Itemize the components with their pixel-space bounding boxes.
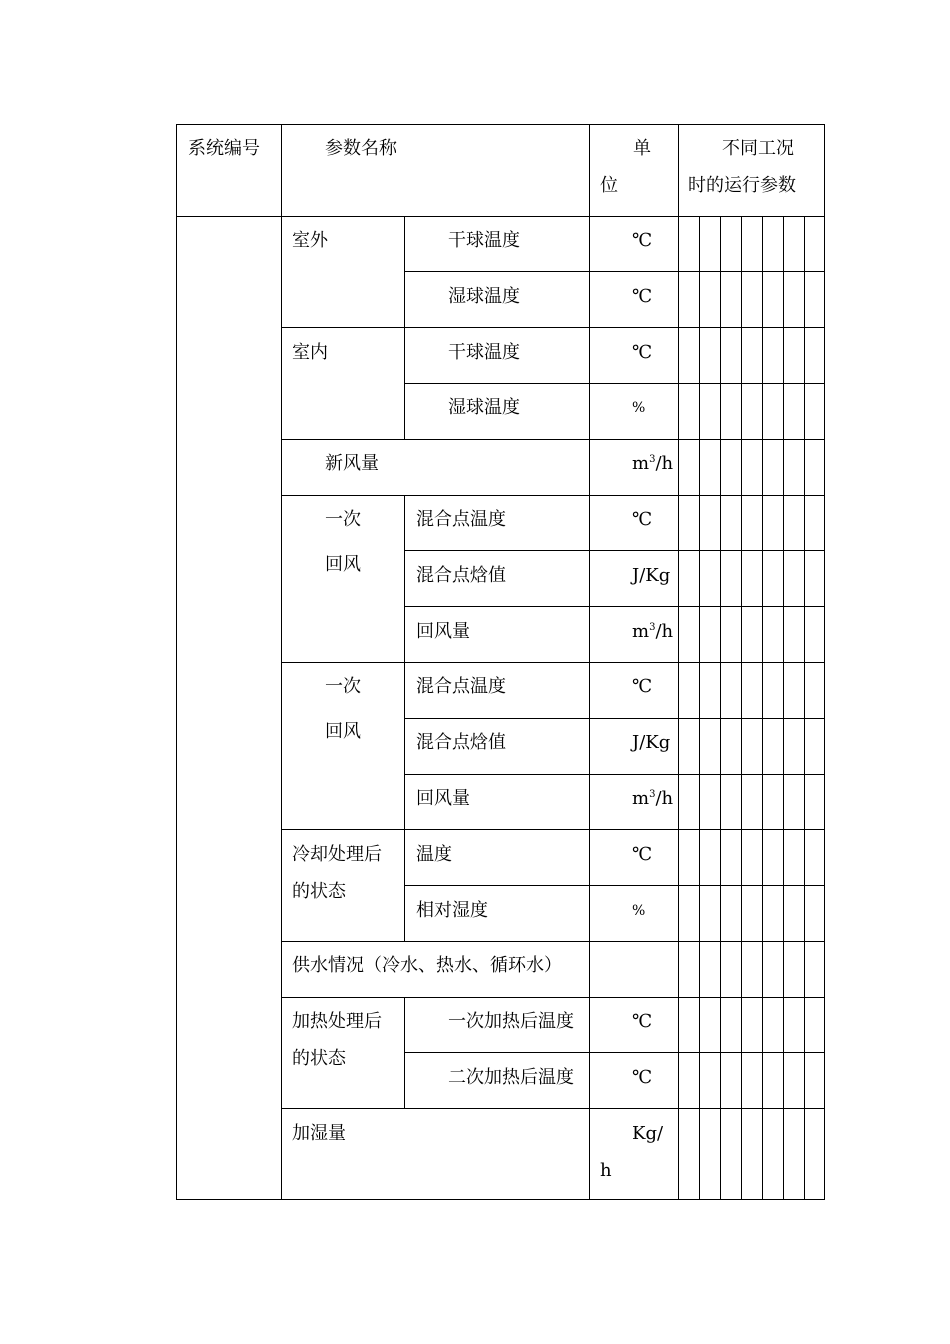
unit-cooling-rh: % [632,903,646,919]
group-indoor: 室内 [292,342,328,363]
row-sep [404,718,825,719]
unit-mix-temp-2: ℃ [632,676,653,697]
row-sep [404,606,825,607]
row-sep [281,662,825,663]
row-sep [281,495,825,496]
param-mix-temp-1: 混合点温度 [416,509,506,530]
param-outdoor-wet-bulb: 湿球温度 [448,286,520,307]
param-mix-enthalpy-2: 混合点焓值 [416,732,506,753]
unit-outdoor-dry-bulb: ℃ [632,230,653,251]
table-border-top [176,124,825,125]
row-sep [281,327,825,328]
row-sep [404,383,825,384]
row-sep [404,1052,825,1053]
header-unit-line2: 位 [600,175,618,196]
header-unit-line1: 单 [633,138,651,159]
param-fresh-air-volume: 新风量 [325,453,379,474]
group-return-air-1-line2: 回风 [325,554,361,575]
table-border-left [176,124,177,1200]
unit-second-heating-temp: ℃ [632,1067,653,1088]
group-col-sep [404,216,405,440]
header-bottom [176,216,825,217]
unit-mix-temp-1: ℃ [632,509,653,530]
row-sep [404,774,825,775]
unit-humidification-line2: h [600,1160,612,1181]
group-return-air-1-line1: 一次 [325,509,361,530]
row-sep [281,829,825,830]
group-heating-line2: 的状态 [292,1048,346,1069]
row-sep [404,885,825,886]
header-param-name: 参数名称 [325,138,397,159]
group-cooling-line1: 冷却处理后 [292,844,382,865]
row-sep [404,271,825,272]
param-return-volume-1: 回风量 [416,621,470,642]
group-return-air-2-line1: 一次 [325,676,361,697]
row-sep [281,439,825,440]
unit-return-volume-2: $m^3/h$ [632,788,674,809]
table-border-bottom [176,1199,825,1200]
header-conditions-line2: 时的运行参数 [688,175,796,196]
param-water-supply: 供水情况（冷水、热水、循环水） [292,955,562,976]
param-mix-enthalpy-1: 混合点焓值 [416,565,506,586]
unit-fresh-air-volume: $m^3/h$ [632,453,674,474]
param-outdoor-dry-bulb: 干球温度 [448,230,520,251]
param-cooling-rh: 相对湿度 [416,900,488,921]
param-mix-temp-2: 混合点温度 [416,676,506,697]
unit-cooling-temp: ℃ [632,844,653,865]
group-col-sep [404,997,405,1109]
group-return-air-2-line2: 回风 [325,721,361,742]
group-heating-line1: 加热处理后 [292,1011,382,1032]
unit-return-volume-1: $m^3/h$ [632,621,674,642]
param-indoor-dry-bulb: 干球温度 [448,342,520,363]
group-cooling-line2: 的状态 [292,881,346,902]
row-sep [281,1108,825,1109]
param-first-heating-temp: 一次加热后温度 [448,1011,574,1032]
row-sep [404,550,825,551]
row-sep [281,997,825,998]
unit-humidification-line1: Kg/ [632,1123,664,1144]
param-cooling-temp: 温度 [416,844,452,865]
row-sep [281,941,825,942]
param-indoor-wet-bulb: 湿球温度 [448,397,520,418]
unit-first-heating-temp: ℃ [632,1011,653,1032]
unit-mix-enthalpy-2: J/Kg [632,732,671,753]
unit-mix-enthalpy-1: J/Kg [632,565,671,586]
unit-indoor-dry-bulb: ℃ [632,342,653,363]
header-conditions-line1: 不同工况 [722,138,794,159]
header-system-no: 系统编号 [188,138,260,159]
param-return-volume-2: 回风量 [416,788,470,809]
group-outdoor: 室外 [292,230,328,251]
unit-outdoor-wet-bulb: ℃ [632,286,653,307]
param-second-heating-temp: 二次加热后温度 [448,1067,574,1088]
unit-indoor-wet-bulb: % [632,400,646,416]
param-humidification: 加湿量 [292,1123,346,1144]
